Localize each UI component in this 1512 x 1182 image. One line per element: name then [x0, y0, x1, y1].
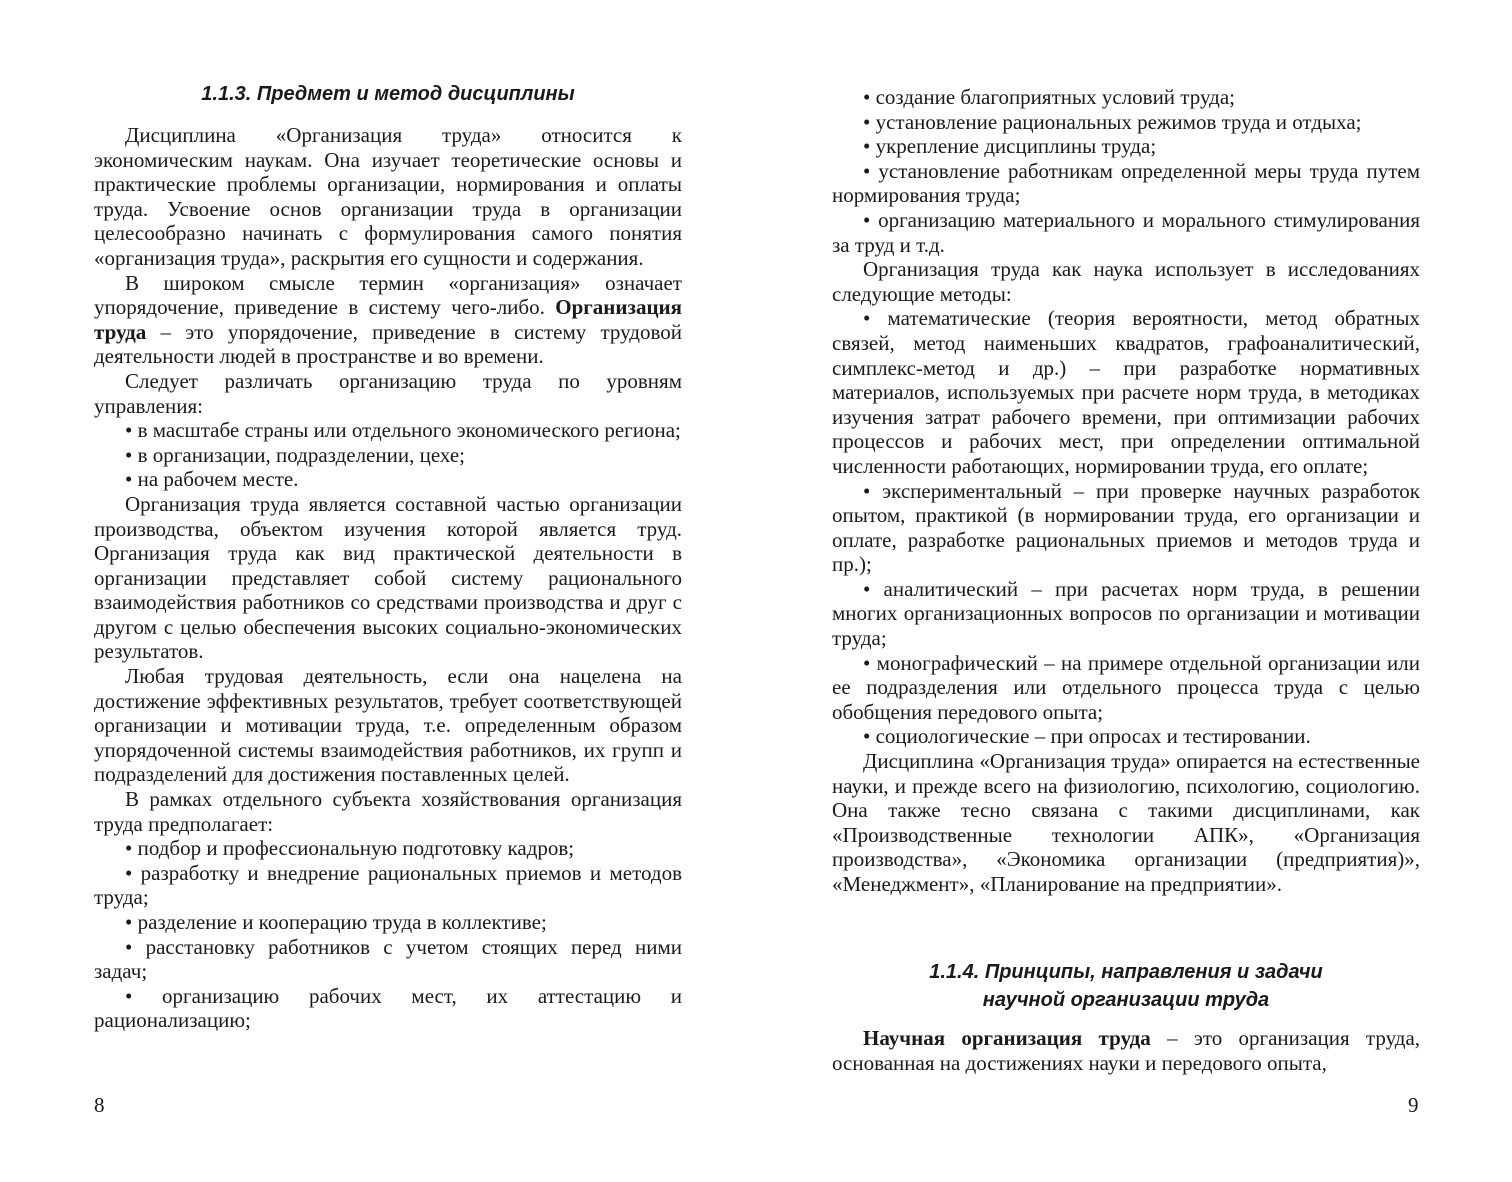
- paragraph: Организация труда как наука использует в исследованиях следующие методы:: [832, 257, 1420, 306]
- list-item: • расстановку работников с учетом стоящих перед ними задач;: [94, 934, 682, 984]
- list-item: • разделение и кооперацию труда в коллективе;: [125, 910, 547, 934]
- list-item: • экспериментальный – при проверке научных разработок опытом, практикой (в нормировании труда, его организации и оплате, разработке рациональных приемов и методов труда и пр.);: [832, 478, 1420, 577]
- list-item: • монографический – на примере отдельной организации или ее подразделения или отдельного процесса труда с целью обобщения передового опыта;: [832, 650, 1420, 724]
- list-item: • организацию рабочих мест, их аттестацию и рационализацию;: [94, 983, 682, 1033]
- list-item: • в организации, подразделении, цехе;: [125, 442, 465, 467]
- heading-line-2: научной организации труда: [982, 989, 1270, 1011]
- list-item: • создание благоприятных условий труда;: [863, 85, 1235, 109]
- list-item: • аналитический – при расчетах норм труда, в решении многих организационных вопросов по организации и мотивации труда;: [832, 576, 1420, 651]
- list-item: • установление рациональных режимов труда и отдыха;: [863, 109, 1362, 134]
- bold-term: Научная организация труда: [863, 1026, 1151, 1050]
- page-number-right: 9: [1408, 1093, 1419, 1117]
- paragraph: [832, 1026, 1420, 1075]
- heading-line-1: 1.1.4. Принципы, направления и задачи: [929, 961, 1323, 983]
- list-item: • на рабочем месте.: [125, 467, 299, 492]
- list-item: • социологические – при опросах и тестировании.: [863, 724, 1311, 749]
- list-item: • организацию материального и морального стимулирования за труд и т.д.: [832, 207, 1420, 257]
- left-page-text: [94, 123, 682, 1033]
- bold-term: Организация труда: [94, 295, 682, 344]
- list-item: • подбор и профессиональную подготовку кадров;: [125, 836, 575, 861]
- paragraph: [94, 271, 682, 369]
- paragraph: Дисциплина «Организация труда» относится к экономическим наукам. Она изучает теоретические основы и практические проблемы организации, нормирования и оплаты труда. Усвоение основ организации труда в организации целесообразно начинать с формулирования самого понятия «организация труда», раскрытия его сущности и содержания.: [94, 123, 682, 270]
- right-page-text: [832, 85, 1420, 897]
- section-heading-1-1-3: 1.1.3. Предмет и метод дисциплины: [201, 83, 575, 105]
- paragraph: В рамках отдельного субъекта хозяйствования организация труда предполагает:: [94, 787, 682, 836]
- page-number-left: 8: [94, 1093, 105, 1117]
- paragraph-text: – это организация труда, основанная на достижениях науки и передового опыта,: [832, 1026, 1421, 1075]
- paragraph-text: В широком смысле термин «организация» означает упорядочение, приведение в систему чего-либо.: [94, 270, 682, 320]
- list-item: • укрепление дисциплины труда;: [863, 134, 1157, 159]
- list-item: • математические (теория вероятности, метод обратных связей, метод наименьших квадратов, графоаналитический, симплекс-метод и др.) – при разработке нормативных материалов, используемых при расчете норм труда, в методиках изучения затрат рабочего времени, при оптимизации рабочих процессов и рабочих мест, при определении оптимальной численности работающих, нормировании труда, его оплате;: [832, 306, 1420, 478]
- paragraph: Любая трудовая деятельность, если она нацелена на достижение эффективных результатов, требует соответствующей организации и мотивации труда, т.е. определенным образом упорядоченной системы взаимодействия работников, их групп и подразделений для достижения поставленных целей.: [94, 664, 682, 787]
- paragraph-text: – это упорядочение, приведение в систему трудовой деятельности людей в пространстве и во времени.: [94, 319, 683, 369]
- paragraph: Организация труда является составной частью организации производства, объектом изучения которой является труд. Организация труда как вид практической деятельности в организации представляет собой систему рационального взаимодействия работников со средствами производства и друг с другом с целью обеспечения высоких социально-экономических результатов.: [94, 491, 682, 664]
- right-page-text-bottom: [832, 1026, 1420, 1075]
- list-item: • установление работникам определенной меры труда путем нормирования труда;: [832, 158, 1420, 208]
- list-item: • разработку и внедрение рациональных приемов и методов труда;: [94, 860, 682, 910]
- section-heading-1-1-4: [832, 958, 1420, 1014]
- paragraph: Следует различать организацию труда по уровням управления:: [94, 368, 682, 418]
- paragraph: Дисциплина «Организация труда» опирается на естественные науки, и прежде всего на физиологию, психологию, социологию. Она также тесно связана с такими дисциплинами, как «Производственные технологии АПК», «Организация производства», «Экономика организации (предприятия)», «Менеджмент», «Планирование на предприятии».: [832, 749, 1420, 896]
- list-item: • в масштабе страны или отдельного экономического региона;: [125, 418, 681, 443]
